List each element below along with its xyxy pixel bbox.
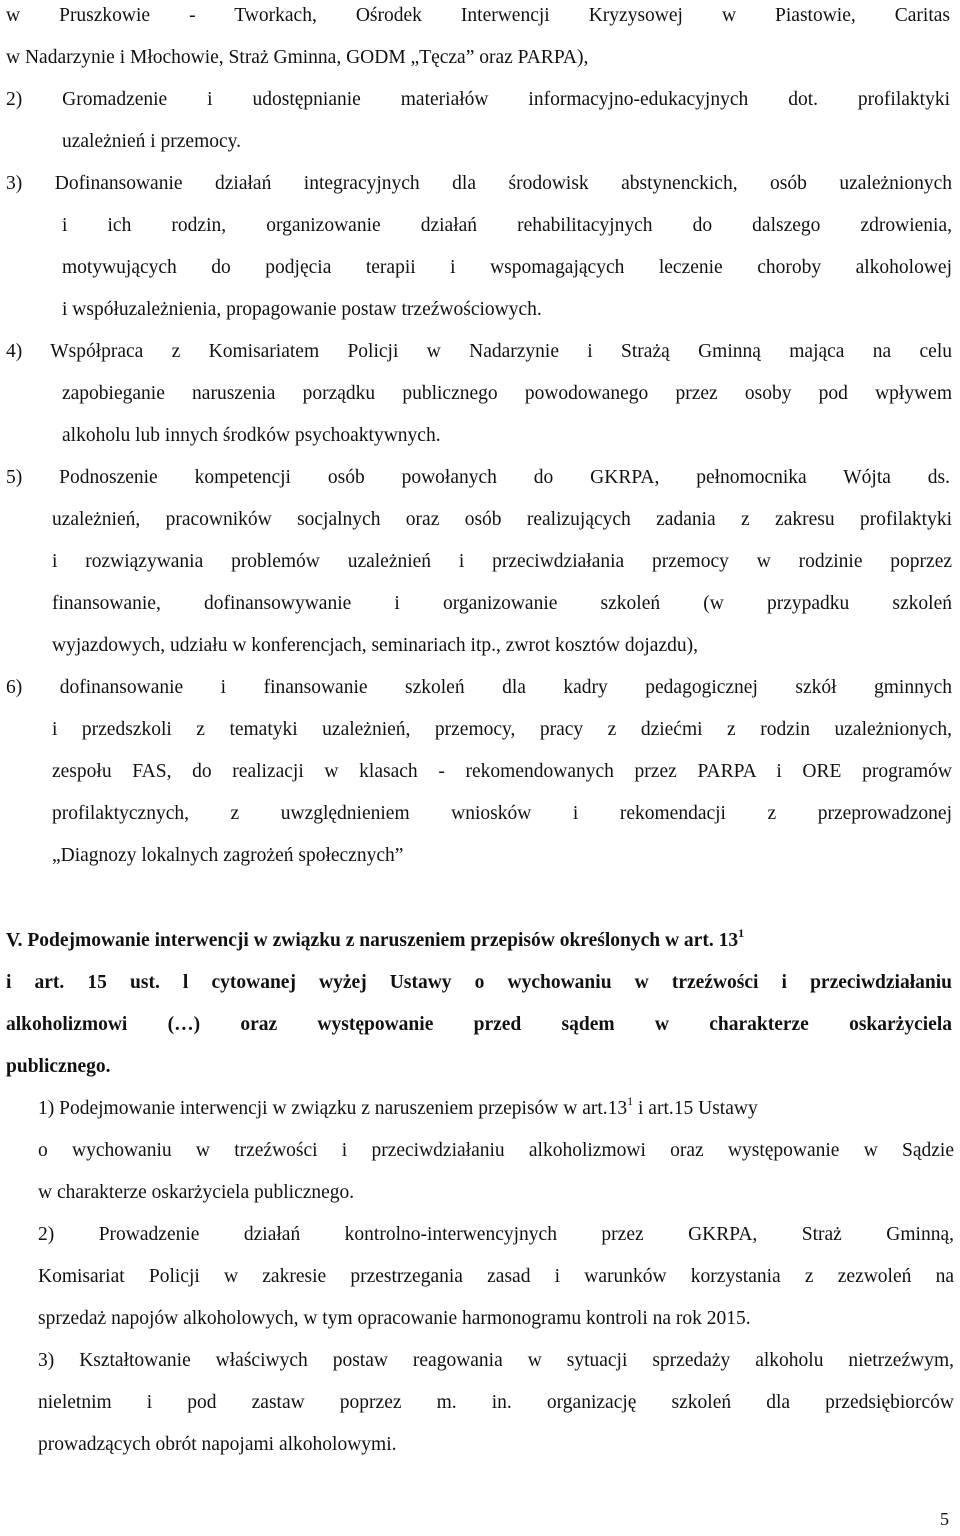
text-line: w charakterze oskarżyciela publicznego.: [38, 1182, 355, 1203]
text-span: 1) Podejmowanie interwencji w związku z naruszeniem przepisów w art.13: [38, 1098, 628, 1119]
text-line: motywujących do podjęcia terapii i wspomagających leczenie choroby alkoholowej: [62, 257, 952, 278]
list-item-5: 5) Podnoszenie kompetencji osób powołanych do GKRPA, pełnomocnika Wójta ds.: [6, 467, 950, 488]
heading-superscript: 1: [738, 925, 745, 940]
list-item-3: 3) Dofinansowanie działań integracyjnych dla środowisk abstynenckich, osób uzależnionych: [6, 173, 952, 194]
text-line: i rozwiązywania problemów uzależnień i przeciwdziałania przemocy w rodzinie poprzez: [52, 551, 952, 572]
text-line: i ich rodzin, organizowanie działań rehabilitacyjnych do dalszego zdrowienia,: [62, 215, 952, 236]
text-line: nieletnim i pod zastaw poprzez m. in. organizację szkoleń dla przedsiębiorców: [38, 1392, 954, 1413]
text-line: prowadzących obrót napojami alkoholowymi.: [38, 1434, 397, 1455]
heading-text: V. Podejmowanie interwencji w związku z naruszeniem przepisów określonych w art. 13: [6, 930, 739, 951]
text-line: uzależnień i przemocy.: [62, 131, 242, 152]
text-line: i przedszkoli z tematyki uzależnień, przemocy, pracy z dziećmi z rodzin uzależnionych,: [52, 719, 952, 740]
text-span: i art.15 Ustawy: [633, 1098, 758, 1119]
superscript: 1: [627, 1093, 634, 1108]
list-item-v3: 3) Kształtowanie właściwych postaw reagowania w sytuacji sprzedaży alkoholu nietrzeźwym,: [38, 1350, 954, 1371]
text-line: uzależnień, pracowników socjalnych oraz osób realizujących zadania z zakresu profilaktyki: [52, 509, 952, 530]
text-line: wyjazdowych, udziału w konferencjach, seminariach itp., zwrot kosztów dojazdu),: [52, 635, 698, 656]
list-item-4: 4) Współpraca z Komisariatem Policji w Nadarzynie i Strażą Gminną mająca na celu: [6, 341, 952, 362]
text-line: o wychowaniu w trzeźwości i przeciwdziałaniu alkoholizmowi oraz występowanie w Sądzie: [38, 1140, 954, 1161]
list-item-v2: 2) Prowadzenie działań kontrolno-interwencyjnych przez GKRPA, Straż Gminną,: [38, 1224, 954, 1245]
page-number: 5: [940, 1509, 949, 1529]
list-item-2: 2) Gromadzenie i udostępnianie materiałów informacyjno-edukacyjnych dot. profilaktyki: [6, 89, 950, 110]
text-line: sprzedaż napojów alkoholowych, w tym opracowanie harmonogramu kontroli na rok 2015.: [38, 1308, 751, 1329]
text-line: zespołu FAS, do realizacji w klasach - rekomendowanych przez PARPA i ORE programów: [52, 761, 952, 782]
text-line: „Diagnozy lokalnych zagrożeń społecznych”: [52, 845, 404, 866]
text-line: zapobieganie naruszenia porządku publicznego powodowanego przez osoby pod wpływem: [62, 383, 952, 404]
section-heading: i art. 15 ust. l cytowanej wyżej Ustawy o wychowaniu w trzeźwości i przeciwdziałaniu: [6, 972, 952, 993]
section-heading: publicznego.: [6, 1056, 111, 1077]
text-line: w Pruszkowie - Tworkach, Ośrodek Interwencji Kryzysowej w Piastowie, Caritas: [6, 5, 950, 26]
text-line: Komisariat Policji w zakresie przestrzegania zasad i warunków korzystania z zezwoleń na: [38, 1266, 954, 1287]
text-line: finansowanie, dofinansowywanie i organizowanie szkoleń (w przypadku szkoleń: [52, 593, 952, 614]
section-heading: [6, 925, 952, 953]
text-line: i współuzależnienia, propagowanie postaw trzeźwościowych.: [62, 299, 542, 320]
text-line: alkoholu lub innych środków psychoaktywnych.: [62, 425, 441, 446]
list-item-v1: [38, 1093, 758, 1121]
list-item-6: 6) dofinansowanie i finansowanie szkoleń dla kadry pedagogicznej szkół gminnych: [6, 677, 952, 698]
text-line: w Nadarzynie i Młochowie, Straż Gminna, GODM „Tęcza” oraz PARPA),: [6, 47, 589, 68]
text-line: profilaktycznych, z uwzględnieniem wniosków i rekomendacji z przeprowadzonej: [52, 803, 952, 824]
section-heading: alkoholizmowi (…) oraz występowanie przed sądem w charakterze oskarżyciela: [6, 1014, 952, 1035]
